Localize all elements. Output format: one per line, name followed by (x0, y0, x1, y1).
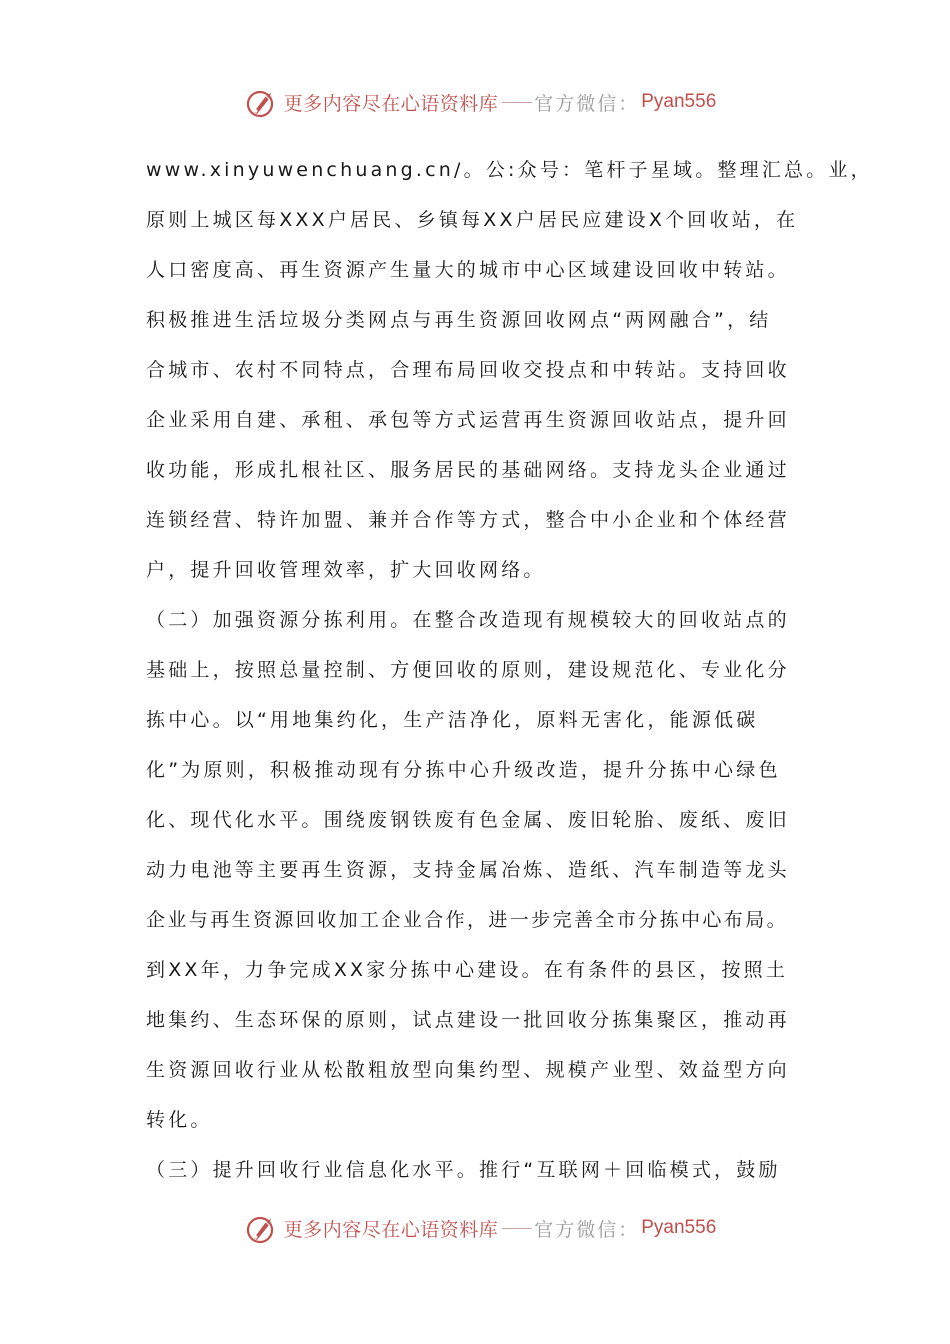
body-line: 户，提升回收管理效率，扩大回收网络。 (146, 559, 546, 581)
body-line: 合城市、农村不同特点，合理布局回收交投点和中转站。支持回收 (146, 359, 790, 381)
body-line: 企业与再生资源回收加工企业合作，进一步完善全市分拣中心布局。 (146, 909, 789, 931)
footer-banner-title: 更多内容尽在心语资料库 (283, 1218, 499, 1241)
header-banner-title: 更多内容尽在心语资料库 (283, 92, 499, 115)
footer-banner-inner (244, 1210, 717, 1246)
footer-banner-wechat-label: 官方微信： (534, 1218, 640, 1241)
body-line: 生资源回收行业从松散粗放型向集约型、规模产业型、效益型方向 (146, 1059, 790, 1081)
body-line: 拣中心。以“用地集约化，生产洁净化，原料无害化，能源低碳 (146, 709, 759, 731)
header-banner (0, 80, 950, 124)
body-line: 化”为原则，积极推动现有分拣中心升级改造，提升分拣中心绿色 (146, 759, 781, 781)
header-banner-inner (244, 84, 717, 120)
header-banner-wechat-id: Pyan556 (641, 91, 717, 112)
body-line: 动力电池等主要再生资源，支持金属冶炼、造纸、汽车制造等龙头 (146, 859, 790, 881)
section-heading-line: （三）提升回收行业信息化水平。推行“互联网＋回临模式，鼓励 (146, 1159, 781, 1181)
body-line: 到XX年，力争完成XX家分拣中心建设。在有条件的县区，按照土 (146, 959, 789, 981)
header-banner-wechat-label: 官方微信： (534, 92, 640, 115)
body-line: 收功能，形成扎根社区、服务居民的基础网络。支持龙头企业通过 (146, 459, 790, 481)
body-line: 地集约、生态环保的原则，试点建设一批回收分拣集聚区，推动再 (146, 1009, 790, 1031)
body-line: 企业采用自建、承租、承包等方式运营再生资源回收站点，提升回 (146, 409, 790, 431)
footer-banner-wechat-id: Pyan556 (641, 1217, 717, 1238)
body-line: 积极推进生活垃圾分类网点与再生资源回收网点“两网融合”，结 (146, 309, 772, 331)
pen-nib-logo-icon (244, 1210, 280, 1246)
header-banner-dash (502, 102, 532, 103)
body-line: www.xinyuwenchuang.cn/。公:众号：笔杆子星域。整理汇总。业， (146, 159, 873, 181)
body-line: 连锁经营、特许加盟、兼并合作等方式，整合中小企业和个体经营 (146, 509, 790, 531)
body-line: 基础上，按照总量控制、方便回收的原则，建设规范化、专业化分 (146, 659, 790, 681)
pen-nib-logo-icon (244, 84, 280, 120)
section-heading-line: （二）加强资源分拣利用。在整合改造现有规模较大的回收站点的 (146, 609, 790, 631)
body-line: 化、现代化水平。围绕废钢铁废有色金属、废旧轮胎、废纸、废旧 (146, 809, 790, 831)
body-line: 转化。 (146, 1109, 213, 1131)
footer-banner (0, 1206, 950, 1250)
document-body (146, 147, 873, 1197)
body-line: 原则上城区每XXX户居民、乡镇每XX户居民应建设X个回收站，在 (146, 209, 799, 231)
footer-banner-dash (502, 1228, 532, 1229)
body-line: 人口密度高、再生资源产生量大的城市中心区域建设回收中转站。 (146, 259, 790, 281)
